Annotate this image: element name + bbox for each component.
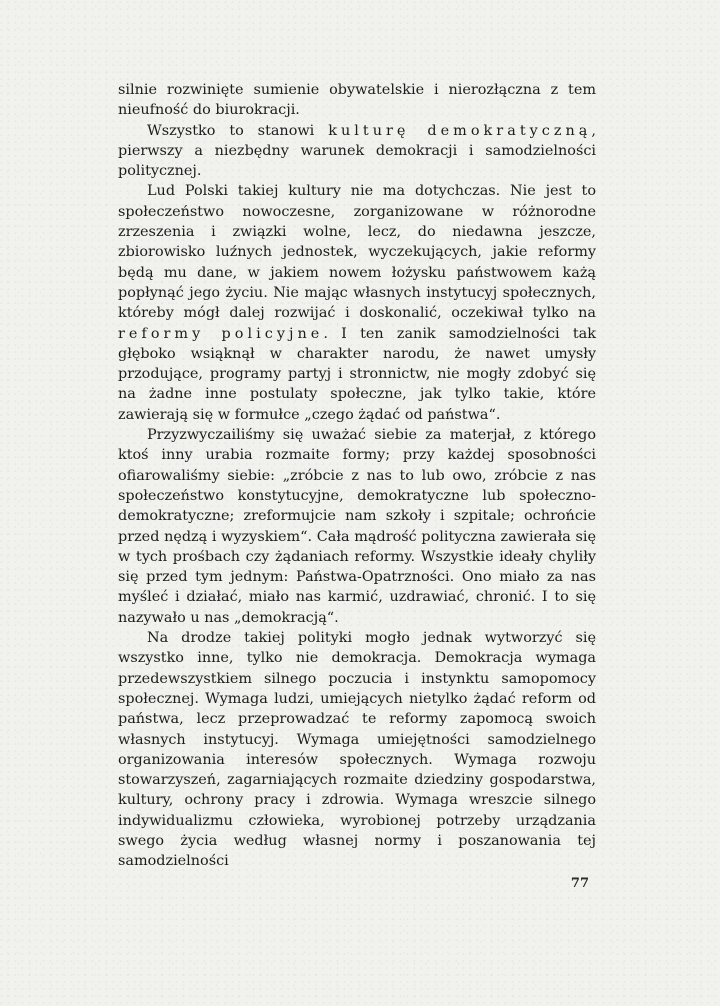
text-run: . I ten zanik samodzielności tak głęboko wsiąknął w charakter narodu, że nawet umysły przodujące, programy partyj i stronnictw, nie mogły zdobyć się na żadne inne postulaty społeczne, jak tylko takie, które zawierają się w formułce „czego żądać od państwa“. xyxy=(118,325,596,423)
text-run: Na drodze takiej polityki mogło jednak wytworzyć się wszystko inne, tylko nie demokracja. Demokracja wymaga przedewszystkiem silnego poczucia i instynktu samopomocy społecznej. Wymaga ludzi, umiejących nietylko żądać reform od państwa, lecz przeprowadzać te reformy zapomocą swoich własnych instytucyj. Wymaga umiejętności samodzielnego organizowania interesów społecznych. Wymaga rozwoju stowarzyszeń, zagarniających rozmaite dziedziny gospodarstwa, kultury, ochrony pracy i zdrowia. Wymaga wreszcie silnego indywidualizmu człowieka, wyrobionej potrzeby urządzania swego życia według własnej normy i poszanowania tej samodzielności xyxy=(118,630,596,870)
paragraph-p2 xyxy=(118,121,596,182)
paragraph-p5 xyxy=(118,628,596,872)
page-body-text xyxy=(118,80,596,872)
paragraph-p1 xyxy=(118,80,596,121)
text-run: Lud Polski takiej kultury nie ma dotychczas. Nie jest to społeczeństwo nowoczesne, zorganizowane w różnorodne zrzeszenia i związki wolne, lecz, do niedawna jeszcze, zbiorowisko luźnych jednostek, wyczekujących, jakie reformy będą mu dane, w jakiem nowem łożysku państwowem każą popłynąć jego życiu. Nie mając własnych instytucyj społecznych, któreby mógł dalej rozwijać i doskonalić, oczekiwał tylko na xyxy=(118,183,596,322)
page-number: 77 xyxy=(570,876,589,891)
text-run: Przyzwyczailiśmy się uważać siebie za materjał, z którego ktoś inny urabia rozmaite formy; przy każdej sposobności ofiarowaliśmy siebie: „zróbcie z nas to lub owo, zróbcie z nas społeczeństwo konstytucyjne, demokratyczne lub społeczno-demokratyczne; zreformujcie nam szkoły i szpitale; ochrońcie przed nędzą i wyzyskiem“. Cała mądrość polityczna zawierała się w tych prośbach czy żądaniach reformy. Wszystkie ideały chyliły się przed tym jednym: Państwa-Opatrzności. Ono miało za nas myśleć i działać, miało nas karmić, uzdrawiać, chronić. I to się nazywało u nas „demokracją“. xyxy=(118,427,596,626)
text-run: , pierwszy a niezbędny warunek demokracji i samodzielności politycznej. xyxy=(118,122,596,180)
paragraph-p3 xyxy=(118,181,596,425)
text-run: silnie rozwinięte sumienie obywatelskie i nierozłączna z tem nieufność do biurokracji. xyxy=(118,82,596,119)
text-run: Wszystko to stanowi xyxy=(147,122,329,139)
spaced-emphasis: reformy policyjne xyxy=(118,325,324,342)
spaced-emphasis: kulturę demokratyczną xyxy=(328,122,592,139)
paragraph-p4 xyxy=(118,425,596,628)
